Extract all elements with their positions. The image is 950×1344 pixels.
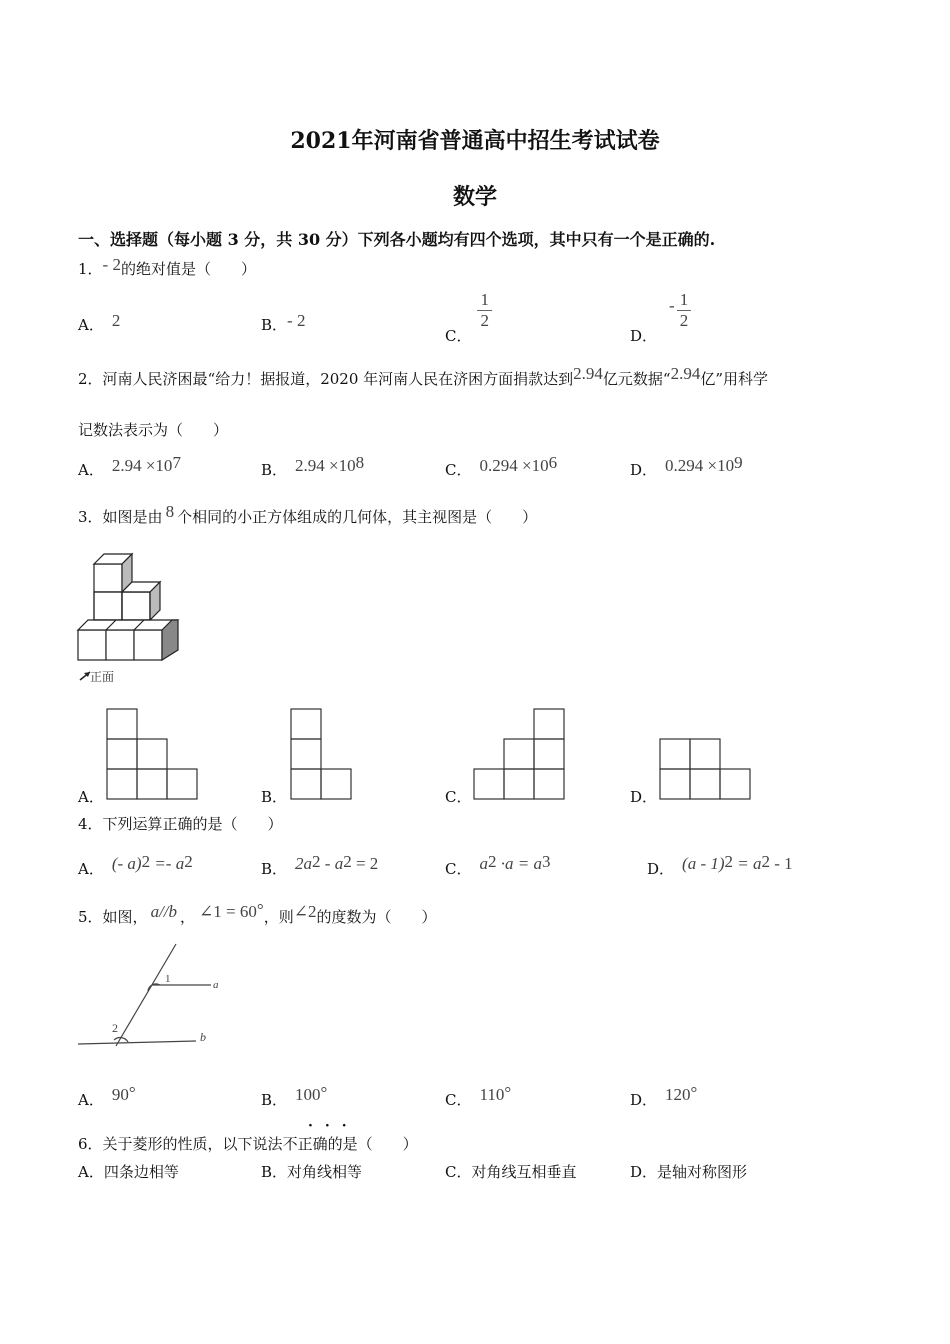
q5-fig-label-a: a <box>213 979 219 991</box>
q2-option-b-label: B． <box>261 461 288 479</box>
q1-number: 1． <box>78 260 103 278</box>
q1-option-a-label: A． <box>78 316 104 334</box>
q3-value: 8 <box>165 502 175 521</box>
q1-option-b <box>261 311 306 335</box>
q4-number: 4． <box>78 815 103 833</box>
q4-option-b-part1: 2a <box>295 854 313 873</box>
q5-text3: ，则 <box>263 908 294 926</box>
q4-option-a <box>78 852 193 879</box>
q5-fig-label-1: 1 <box>165 973 171 985</box>
q1-option-a <box>78 311 121 335</box>
q5-text1: 如图， <box>102 908 148 926</box>
q4-option-c-exp2: 3 <box>541 852 551 871</box>
q4-stem <box>78 813 283 834</box>
q3-option-c-figure <box>473 708 565 800</box>
q6-option-b-text: 对角线相等 <box>287 1163 363 1181</box>
q1-stem <box>78 255 256 279</box>
q5-angle-figure <box>76 942 226 1048</box>
q4-option-a-part2: =- a <box>150 854 185 873</box>
q3-stem <box>78 502 538 527</box>
q6-option-c <box>445 1161 577 1182</box>
q5-expr-angle1: ∠1 = 60 <box>199 902 257 921</box>
q5-option-a-label: A． <box>78 1091 104 1109</box>
q3-option-b-label: B． <box>261 788 288 806</box>
q5-option-a <box>78 1083 136 1110</box>
q2-stem-line1 <box>78 364 769 389</box>
q5-fig-label-b: b <box>200 1030 206 1044</box>
q3-option-c-label: C． <box>445 788 472 806</box>
q1-option-c-label: C． <box>445 326 472 345</box>
q6-option-a <box>78 1161 179 1182</box>
q2-stem-line2: 记数法表示为（ ） <box>78 421 229 439</box>
q1-option-d-numerator: 1 <box>677 290 692 311</box>
q3-number: 3． <box>78 508 103 526</box>
q4-option-a-exp2: 2 <box>184 852 193 871</box>
q6-option-d <box>630 1161 747 1182</box>
q5-text4: 的度数为（ ） <box>316 908 437 926</box>
q2-number: 2． <box>78 370 103 388</box>
q4-option-b-exp2: 2 <box>343 852 352 871</box>
q5-option-a-degree: ° <box>128 1083 136 1102</box>
q2-text1: 河南人民济困最“给力！据报道，2020 年河南人民在济困方面捐款达到 <box>102 370 574 388</box>
q3-text2: 个相同的小正方体组成的几何体，其主视图是（ ） <box>177 508 538 526</box>
q2-option-b-exp: 8 <box>355 453 365 472</box>
q1-option-a-value: 2 <box>111 311 121 330</box>
q5-option-d <box>630 1083 697 1110</box>
q6-option-b-label: B． <box>261 1163 288 1181</box>
q6-option-c-label: C． <box>445 1163 472 1181</box>
q5-option-c <box>445 1083 511 1110</box>
q1-option-c-numerator: 1 <box>477 290 492 311</box>
q2-option-b-base: 2.94 ×10 <box>295 456 356 475</box>
q5-option-c-label: C． <box>445 1091 472 1109</box>
q4-text: 下列运算正确的是（ ） <box>102 815 283 833</box>
q5-expr-parallel: a//b <box>150 902 178 921</box>
q5-option-b <box>261 1083 327 1110</box>
q2-text3: 亿”用科学 <box>700 370 769 388</box>
q6-option-a-label: A． <box>78 1163 104 1181</box>
q2-option-c-exp: 6 <box>548 453 558 472</box>
q3-option-d-label: D． <box>630 788 658 806</box>
q5-option-b-label: B． <box>261 1091 288 1109</box>
section-one-header: 一、选择题（每小题 3 分，共 30 分）下列各小题均有四个选项，其中只有一个是正确的. <box>78 230 716 249</box>
q1-option-b-value: - 2 <box>287 311 306 330</box>
q1-option-b-label: B． <box>261 316 288 334</box>
q1-option-c-denominator: 2 <box>480 311 489 330</box>
q6-text1: 关于菱形的性质，以下说法 <box>102 1135 283 1153</box>
q4-option-d-part1: (a - 1) <box>682 854 725 873</box>
q1-option-d-fraction <box>677 290 692 331</box>
q2-option-d-exp: 9 <box>734 453 743 472</box>
q3-option-d-figure <box>659 738 751 800</box>
q5-text2: ， <box>180 908 196 926</box>
q5-option-b-value: 100 <box>295 1085 321 1104</box>
q5-option-d-label: D． <box>630 1091 658 1109</box>
q1-expression: - 2 <box>102 255 121 274</box>
q4-option-d <box>647 852 793 879</box>
q2-option-d-label: D． <box>630 461 658 479</box>
subject-title: 数学 <box>452 184 497 210</box>
q4-option-c-part1: a <box>479 854 488 873</box>
q5-option-b-degree: ° <box>320 1083 328 1102</box>
q1-option-c-fraction <box>477 290 492 331</box>
q3-front-label: 正面 <box>90 670 115 684</box>
exam-title: 2021年河南省普通高中招生考试试卷 <box>290 128 660 154</box>
q2-value2: 2.94 <box>670 364 701 383</box>
q1-option-d <box>630 290 691 345</box>
q2-option-c-label: C． <box>445 461 472 479</box>
q3-cube-figure <box>72 546 192 688</box>
q6-emphasis-dots: ··· <box>308 1118 359 1134</box>
q5-option-d-value: 120 <box>665 1085 691 1104</box>
q4-option-a-part1: (- a) <box>111 854 142 873</box>
q5-stem <box>78 900 436 927</box>
q1-option-d-denominator: 2 <box>679 311 689 330</box>
q5-option-a-value: 90 <box>111 1085 129 1104</box>
q6-stem <box>78 1133 418 1154</box>
q4-option-c-label: C． <box>445 860 472 878</box>
q4-option-c-exp1: 2 <box>487 852 497 871</box>
q1-option-d-sign: - <box>669 295 675 315</box>
q6-number: 6． <box>78 1135 103 1153</box>
q6-option-d-text: 是轴对称图形 <box>657 1163 748 1181</box>
q6-text2: 的是（ ） <box>327 1135 418 1153</box>
q4-option-c-part2: ·a = a <box>496 854 542 873</box>
q2-option-a <box>78 453 181 480</box>
q4-option-b-exp1: 2 <box>312 852 321 871</box>
q2-option-d-base: 0.294 ×10 <box>665 456 735 475</box>
q4-option-d-exp2: 2 <box>761 852 770 871</box>
q5-expr-angle2: ∠2 <box>293 902 317 921</box>
q2-option-c-base: 0.294 ×10 <box>479 456 549 475</box>
q4-option-b-part3: = 2 <box>351 854 379 873</box>
q5-fig-label-2: 2 <box>112 1021 118 1035</box>
q4-option-a-exp1: 2 <box>141 852 151 871</box>
q3-option-a-figure <box>106 708 198 800</box>
q4-option-b-part2: - a <box>320 854 344 873</box>
q4-option-d-label: D． <box>647 860 675 878</box>
q2-option-a-exp: 7 <box>172 453 181 472</box>
q5-option-c-degree: ° <box>504 1083 512 1102</box>
q5-expr-angle1-deg: ° <box>256 900 264 919</box>
q4-option-b <box>261 852 378 879</box>
q6-emphasis: 不正确 <box>282 1135 328 1153</box>
q2-value1: 2.94 <box>573 364 603 383</box>
q6-option-b <box>261 1161 362 1182</box>
q1-text: 的绝对值是（ ） <box>120 260 256 278</box>
q2-option-a-base: 2.94 ×10 <box>111 456 173 475</box>
q4-option-b-label: B． <box>261 860 288 878</box>
q5-number: 5． <box>78 908 103 926</box>
q6-option-a-text: 四条边相等 <box>103 1163 179 1181</box>
q6-option-d-label: D． <box>630 1163 658 1181</box>
q1-option-c <box>445 290 492 345</box>
q5-option-c-value: 110 <box>479 1085 505 1104</box>
q2-text2: 亿元数据“ <box>602 370 671 388</box>
q5-option-d-degree: ° <box>690 1083 698 1102</box>
q3-text1: 如图是由 <box>102 508 163 526</box>
q4-option-c <box>445 852 550 879</box>
q2-option-c <box>445 453 557 480</box>
q3-option-a-label: A． <box>78 788 104 806</box>
q4-option-d-exp1: 2 <box>724 852 734 871</box>
q2-option-b <box>261 453 364 480</box>
q1-option-d-label: D． <box>630 326 658 345</box>
q2-option-d <box>630 453 743 480</box>
q4-option-d-part2: = a <box>733 854 762 873</box>
q3-option-b-figure <box>290 708 352 800</box>
q4-option-a-label: A． <box>78 860 104 878</box>
q4-option-d-part3: - 1 <box>770 854 793 873</box>
q2-option-a-label: A． <box>78 461 104 479</box>
q6-option-c-text: 对角线互相垂直 <box>471 1163 577 1181</box>
